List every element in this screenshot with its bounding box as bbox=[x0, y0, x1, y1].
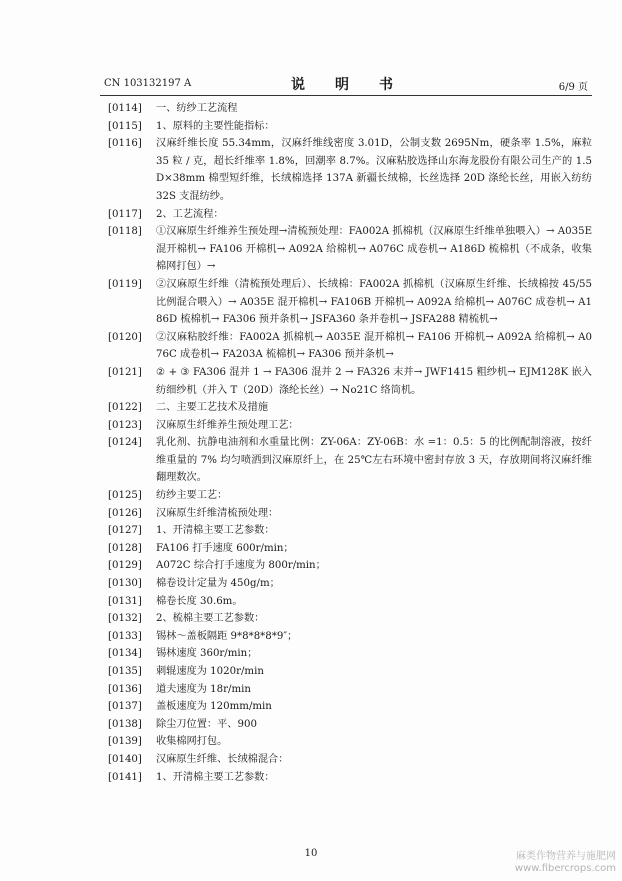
paragraph-number: [0126] bbox=[108, 507, 142, 519]
watermark-line1: 麻类作物营养与施肥网 bbox=[516, 851, 616, 862]
document-body bbox=[108, 100, 592, 786]
paragraph bbox=[108, 716, 592, 734]
paragraph bbox=[108, 364, 592, 399]
paragraph-number: [0121] bbox=[108, 366, 142, 378]
paragraph-text: 1、开清棉主要工艺参数： bbox=[156, 771, 275, 783]
paragraph-text: 汉麻原生纤维养生预处理工艺： bbox=[156, 419, 299, 431]
header-rule bbox=[100, 95, 592, 96]
paragraph bbox=[108, 206, 592, 224]
paragraph bbox=[108, 698, 592, 716]
paragraph bbox=[108, 505, 592, 523]
paragraph-number: [0116] bbox=[108, 138, 142, 150]
paragraph-number: [0128] bbox=[108, 542, 142, 554]
paragraph-number: [0140] bbox=[108, 753, 142, 765]
paragraph-text: 棉卷长度 30.6m。 bbox=[156, 595, 243, 607]
paragraph-number: [0132] bbox=[108, 613, 142, 625]
paragraph-number: [0127] bbox=[108, 525, 142, 537]
paragraph bbox=[108, 434, 592, 487]
paragraph bbox=[108, 522, 592, 540]
paragraph bbox=[108, 487, 592, 505]
paragraph-number: [0134] bbox=[108, 648, 142, 660]
watermark bbox=[515, 851, 616, 875]
paragraph-number: [0117] bbox=[108, 208, 142, 220]
paragraph-text: 锡林速度 360r/min； bbox=[156, 648, 258, 660]
paragraph-number: [0124] bbox=[108, 437, 142, 449]
paragraph bbox=[108, 399, 592, 417]
paragraph-text: ②汉麻粘胶纤维：FA002A 抓棉机→ A035E 混开棉机→ FA106 开棉机→ A092A 给棉机→ A076C 成卷机→ FA203A 梳棉机→ FA306 预并条机→ bbox=[156, 331, 592, 361]
paragraph-text: 1、原料的主要性能指标： bbox=[156, 120, 275, 132]
paragraph-number: [0125] bbox=[108, 490, 142, 502]
paragraph bbox=[108, 681, 592, 699]
paragraph-text: 刺辊速度为 1020r/min bbox=[156, 666, 264, 677]
paragraph-text: 2、梳棉主要工艺参数： bbox=[156, 613, 265, 625]
paragraph bbox=[108, 276, 592, 329]
page-header bbox=[100, 74, 592, 94]
paragraph-number: [0131] bbox=[108, 595, 142, 607]
paragraph-number: [0129] bbox=[108, 560, 142, 572]
paragraph-text: 除尘刀位置：平、900 bbox=[156, 718, 257, 730]
paragraph bbox=[108, 118, 592, 136]
paragraph-number: [0130] bbox=[108, 578, 142, 590]
paragraph-text: 1、开清棉主要工艺参数： bbox=[156, 525, 275, 537]
paragraph bbox=[108, 329, 592, 364]
paragraph-text: 纺纱主要工艺： bbox=[156, 490, 228, 502]
paragraph bbox=[108, 223, 592, 276]
paragraph-number: [0115] bbox=[108, 120, 142, 132]
patent-number: CN 103132197 A bbox=[104, 78, 192, 89]
paragraph-number: [0137] bbox=[108, 701, 142, 713]
paragraph-text: 2、工艺流程： bbox=[156, 208, 224, 220]
paragraph-number: [0122] bbox=[108, 402, 142, 414]
paragraph-number: [0136] bbox=[108, 683, 142, 695]
paragraph bbox=[108, 628, 592, 646]
paragraph bbox=[108, 663, 592, 681]
paragraph-text: ②汉麻原生纤维（清梳预处理后）、长绒棉：FA002A 抓棉机（汉麻原生纤维、长绒棉按 45/55 比例混合喂入）→ A035E 混开棉机→ FA106B 开棉机→ A092A 给棉机→ A076C 成卷机→ A186D 梳棉机→ FA306 预并条机→ JSFA360 条并卷机→ JSFA288 精梳机→ bbox=[156, 278, 592, 326]
paragraph-text: ①汉麻原生纤维养生预处理→清梳预处理：FA002A 抓棉机（汉麻原生纤维单独喂入）→ A035E 混开棉机→ FA106 开棉机→ A092A 给棉机→ A076C 成卷机→ A186D 梳棉机（不成条，收集棉网打包）→ bbox=[156, 226, 592, 273]
paragraph-text: 二、主要工艺技术及措施 bbox=[156, 402, 269, 414]
paragraph bbox=[108, 100, 592, 118]
paragraph-number: [0141] bbox=[108, 771, 142, 783]
paragraph bbox=[108, 769, 592, 787]
paragraph bbox=[108, 417, 592, 435]
paragraph-text: 棉卷设计定量为 450g/m； bbox=[156, 578, 280, 590]
paragraph bbox=[108, 135, 592, 205]
paragraph bbox=[108, 751, 592, 769]
watermark-line2: www.fibercrops.com bbox=[514, 863, 616, 874]
page-indicator: 6/9 页 bbox=[558, 82, 588, 93]
paragraph-number: [0120] bbox=[108, 331, 142, 343]
paragraph-text: 汉麻原生纤维、长绒棉混合： bbox=[156, 753, 289, 765]
paragraph-text: FA106 打手速度 600r/min； bbox=[156, 542, 294, 554]
document-title: 说 明 书 bbox=[291, 77, 401, 93]
paragraph-text: 盖板速度为 120mm/min bbox=[156, 701, 272, 713]
paragraph-number: [0138] bbox=[108, 718, 142, 730]
paragraph-text: ② + ③ FA306 混并 1 → FA306 混并 2 → FA326 末并→ JWF1415 粗纱机→ EJM128K 嵌入纺细纱机（并入 T（20D）涤纶长丝）→ No21C 络筒机。 bbox=[156, 366, 592, 396]
paragraph bbox=[108, 645, 592, 663]
paragraph bbox=[108, 557, 592, 575]
paragraph bbox=[108, 575, 592, 593]
paragraph-text: 收集棉网打包。 bbox=[156, 736, 228, 748]
paragraph-number: [0118] bbox=[108, 226, 142, 238]
paragraph bbox=[108, 540, 592, 558]
paragraph-number: [0139] bbox=[108, 736, 142, 748]
paragraph-text: 乳化剂、抗静电油剂和水重量比例：ZY-06A：ZY-06B：水 =1：0.5：5 的比例配制溶液，按纤维重量的 7% 均匀喷洒到汉麻原纤上，在 25℃左右环境中密封存放 3 天，存放期间将汉麻纤维翻理数次。 bbox=[156, 437, 592, 484]
paragraph-text: 汉麻原生纤维清梳预处理： bbox=[156, 507, 279, 519]
paragraph-number: [0114] bbox=[108, 103, 142, 114]
paragraph-text: 汉麻纤维长度 55.34mm，汉麻纤维线密度 3.01D，公制支数 2695Nm，硬条率 1.5%，麻粒 35 粒 / 克，超长纤维率 1.8%，回潮率 8.7%。汉麻粘胶选择山东海龙股份有限公司生产的 1.5D×38mm 棉型短纤维，长绒棉选择 137A 新疆长绒棉，长丝选择 20D 涤纶长丝，用嵌入纺纺 32S 支混纺纱。 bbox=[156, 138, 592, 202]
paragraph bbox=[108, 733, 592, 751]
paragraph-number: [0123] bbox=[108, 419, 142, 431]
paragraph-number: [0135] bbox=[108, 666, 142, 677]
paragraph-text: 道夫速度为 18r/min bbox=[156, 683, 251, 695]
paragraph-number: [0119] bbox=[108, 278, 142, 290]
paragraph-text: A072C 综合打手速度为 800r/min； bbox=[156, 560, 326, 572]
paragraph bbox=[108, 610, 592, 628]
page-number: 10 bbox=[304, 848, 318, 859]
paragraph-text: 锡林～盖板隔距 9*8*8*8*9″； bbox=[156, 630, 298, 642]
paragraph bbox=[108, 593, 592, 611]
paragraph-number: [0133] bbox=[108, 630, 142, 642]
paragraph-text: 一、纺纱工艺流程 bbox=[156, 103, 238, 114]
